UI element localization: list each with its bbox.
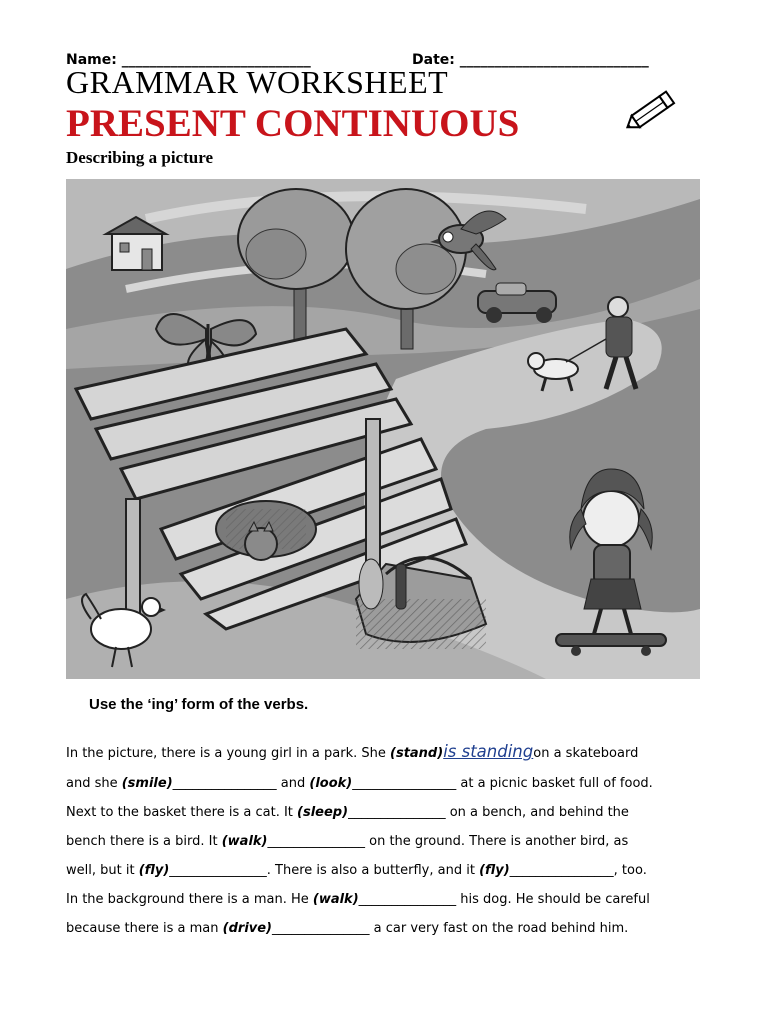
verb-hint: (walk) <box>312 892 359 907</box>
park-illustration <box>66 179 700 679</box>
verb-hint: (stand) <box>390 746 444 761</box>
answer-blank[interactable]: _______________ on a bench, and behind the <box>348 805 629 820</box>
worksheet-topic: PRESENT CONTINUOUS <box>66 102 520 145</box>
worksheet-subtitle: Describing a picture <box>66 148 214 167</box>
exercise-line-7: because there is a man (drive)_______________ a car very fast on the road behind him. <box>66 921 629 936</box>
exercise-line-5: well, but it (fly)_______________. There is also a butterfly, and it (fly)________________, too. <box>66 863 647 878</box>
answer-blank[interactable]: ________________ at a picnic basket full of food. <box>352 776 653 791</box>
verb-hint: (look) <box>309 776 353 791</box>
exercise-line-2: and she (smile)________________ and (look)________________ at a picnic basket full of food. <box>66 776 653 791</box>
verb-hint: (sleep) <box>297 805 349 820</box>
worksheet-title: GRAMMAR WORKSHEET <box>66 64 449 100</box>
date-field[interactable]: Date: ___________________________ <box>412 52 649 68</box>
verb-hint: (fly) <box>138 863 170 878</box>
verb-hint: (smile) <box>121 776 173 791</box>
answer-blank[interactable]: _______________ his dog. He should be careful <box>358 892 650 907</box>
answer-blank[interactable]: _______________ on the ground. There is another bird, as <box>267 834 629 849</box>
answer-blank[interactable]: ________________, too. <box>509 863 647 878</box>
exercise-line-6: In the background there is a man. He (walk)_______________ his dog. He should be careful <box>66 892 650 907</box>
pencil-icon <box>622 86 682 134</box>
verb-hint: (drive) <box>222 921 273 936</box>
verb-hint: (fly) <box>479 863 510 878</box>
verb-hint: (walk) <box>221 834 268 849</box>
exercise-line-1: In the picture, there is a young girl in a park. She (stand)is standingon a skateboard <box>66 742 639 761</box>
answer-blank[interactable]: _______________. There is also a butterfly, and it <box>169 863 480 878</box>
answer-blank[interactable]: ________________ and <box>172 776 310 791</box>
answer-blank[interactable]: is standing <box>443 742 534 761</box>
exercise-line-3: Next to the basket there is a cat. It (sleep)_______________ on a bench, and behind the <box>66 805 629 820</box>
name-field[interactable]: Name: ___________________________ <box>66 52 311 68</box>
exercise-line-4: bench there is a bird. It (walk)_______________ on the ground. There is another bird, as <box>66 834 629 849</box>
exercise-instruction: Use the ‘ing’ form of the verbs. <box>89 696 309 713</box>
answer-blank[interactable]: _______________ a car very fast on the road behind him. <box>272 921 629 936</box>
